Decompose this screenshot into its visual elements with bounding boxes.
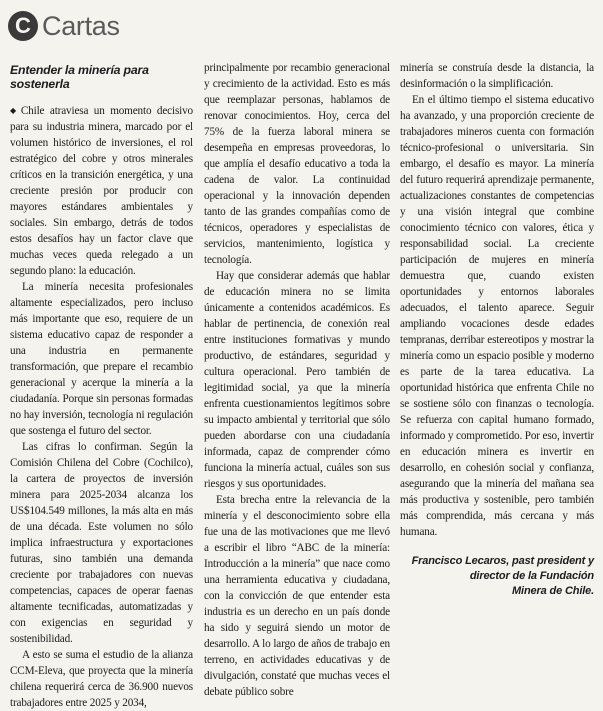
signature-line: Francisco Lecaros, past president y — [411, 555, 594, 567]
signature-line: director de la Fundación — [469, 570, 594, 582]
section-letter-badge: C — [8, 11, 38, 41]
section-header — [8, 8, 120, 44]
column-3 — [400, 60, 594, 692]
bullet-icon: ◆ — [10, 106, 19, 115]
column-2 — [204, 60, 390, 698]
paragraph: En el último tiempo el sistema educativo ha avanzado, y una proporción creciente de trabajadores mineros cuenta con formación técnico-profesional o universitaria. Sin embargo, el desafío es mayor. La minería del futuro requerirá aprendizaje permanente, actualizaciones constantes de competencias y una visión integral que combine conocimiento técnico con valores, ética y responsabilidad social. La creciente participación de mujeres en minería demuestra que, cuando existen oportunidades y entornos laborales adecuados, el talento aparece. Seguir ampliando vocaciones desde edades tempranas, derribar estereotipos y mostrar la minería como un espacio posible y moderno es parte de la tarea educativa. La oportunidad histórica que enfrenta Chile no se sostiene sólo con finanzas o tecnología. Se refuerza con capital humano formado, informado y comprometido. Por eso, invertir en educación minera es invertir en desarrollo, en cohesión social y confianza, asegurando que la minería del mañana sea más productiva y sostenible, pero también más comprendida, más cercana y más humana. — [400, 94, 594, 538]
column-1 — [10, 63, 193, 709]
paragraph: principalmente por recambio generacional y crecimiento de la actividad. Esto es más que reemplazar personas, hablamos de renovar conocimientos. Hoy, cerca del 75% de la fuerza laboral minera se desempeña en empresas proveedoras, lo que amplía el desafío educativo a toda la cadena de valor. La continuidad operacional y la innovación dependen tanto de las grandes compañías como de técnicos, operadores y especialistas de servicios, mantenimiento, logística y tecnología. — [204, 62, 390, 266]
section-title: Cartas — [42, 10, 120, 41]
paragraph: minería se construía desde la distancia, la desinformación o la simplificación. — [400, 62, 594, 90]
paragraph: La minería necesita profesionales altamente especializados, pero incluso más importante que eso, requiere de un sistema educativo capaz de responder a una industria en permanente transformación, que prepare el recambio generacional y acerque la minería a la ciudadanía. Porque sin personas formadas no hay inversión, tecnología ni regulación que sostenga el futuro del sector. — [10, 281, 193, 437]
paragraph: Hay que considerar además que hablar de educación minera no se limita únicamente a contenidos académicos. Es hablar de pertinencia, de conexión real entre instituciones formativas y mundo productivo, de estándares, seguridad y cultura operacional. Pero también de legitimidad social, ya que la minería enfrenta cuestionamientos legítimos sobre su impacto ambiental y territorial que sólo pueden abordarse con una ciudadanía informada, capaz de comprender cómo funciona la minería actual, cuáles son sus riesgos y sus oportunidades. — [204, 270, 390, 490]
author-signature — [400, 554, 594, 599]
paragraph: ◆ Chile atraviesa un momento decisivo para su industria minera, marcado por el volumen histórico de inversiones, el rol estratégico del cobre y otros minerales críticos en la transición energética, y una creciente presión por producir con mayores estándares ambientales y sociales. Sin embargo, detrás de todos estos desafíos hay un factor clave que muchas veces queda relegado a un segundo plano: la educación. — [10, 105, 193, 277]
paragraph: A esto se suma el estudio de la alianza CCM-Eleva, que proyecta que la minería chilena requerirá cerca de 36.900 nuevos trabajadores entre 2025 y 2034, — [10, 649, 193, 709]
article-headline: Entender la minería para sostenerla — [10, 63, 149, 91]
paragraph: Esta brecha entre la relevancia de la minería y el desconocimiento sobre ella fue una de las motivaciones que me llevó a escribir el libro “ABC de la minería: Introducción a la minería” que nace como una herramienta educativa y ciudadana, con la convicción de que entender esta industria es un derecho en un país donde ha sido y seguirá siendo un motor de desarrollo. A lo largo de años de trabajo en terreno, en actividades educativas y de divulgación, constaté que muchas veces el debate público sobre — [204, 494, 390, 698]
signature-line: Minera de Chile. — [512, 585, 594, 597]
paragraph: Las cifras lo confirman. Según la Comisión Chilena del Cobre (Cochilco), la cartera de proyectos de inversión minera para 2025-2034 alcanza los US$104.549 millones, la más alta en más de una década. Este volumen no sólo implica infraestructura y exportaciones futuras, sino también una demanda creciente por trabajadores con nuevas competencias, capaces de operar faenas altamente tecnificadas, automatizadas y con exigencias en seguridad y sostenibilidad. — [10, 441, 193, 645]
